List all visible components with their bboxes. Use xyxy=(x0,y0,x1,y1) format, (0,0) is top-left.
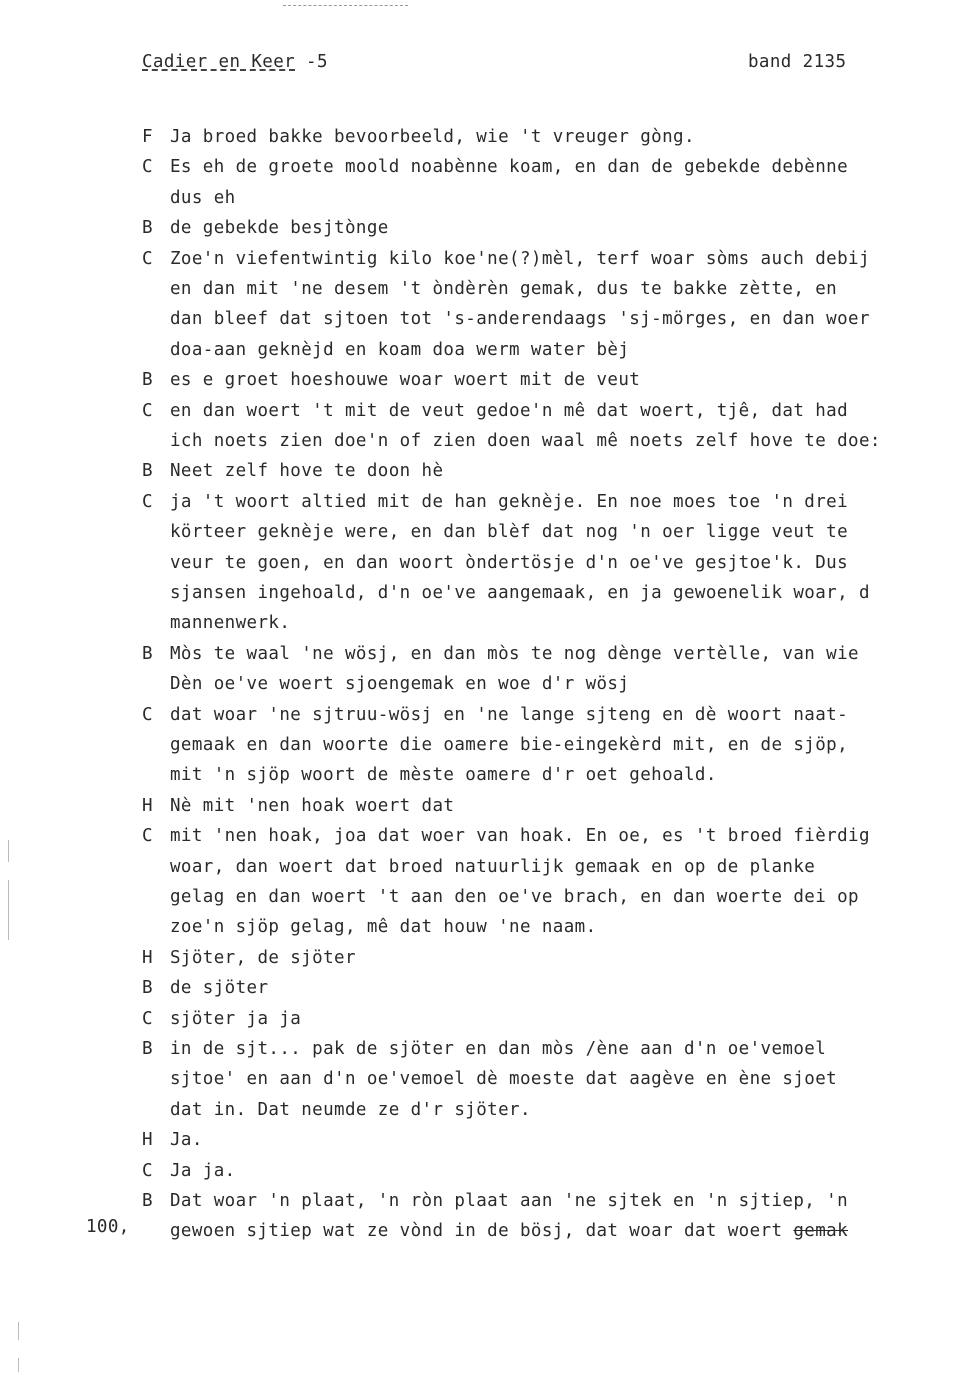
speaker-label: B xyxy=(142,978,153,999)
line-text: woar, dan woert dat broed natuurlijk gemaak en op de planke xyxy=(170,856,816,877)
line-text: Dat woar 'n plaat, 'n ròn plaat aan 'ne sjtek en 'n sjtiep, 'n xyxy=(170,1191,849,1211)
line-text: dus eh xyxy=(170,187,236,208)
line-text: dat in. Dat neumde ze d'r sjöter. xyxy=(170,1099,531,1120)
line-text: körteer geknèje were, en dan blèf dat nog 'n oer ligge veut te xyxy=(170,522,849,543)
line-text: en dan woert 't mit de veut gedoe'n mê dat woert, tjê, dat had xyxy=(170,400,849,421)
header-title: Cadier en Keer xyxy=(142,52,296,72)
line-text: veur te goen, en dan woort òndertösje d'n oe've gesjtoe'k. Dus xyxy=(170,552,849,573)
line-text: Ja broed bakke bevoorbeeld, wie 't vreuger gòng. xyxy=(170,127,695,147)
line-text: de sjöter xyxy=(170,978,269,999)
line-text: gelag en dan woert 't aan den oe've brach, en dan woerte dei op xyxy=(170,887,859,907)
line-number: 100, xyxy=(86,1217,130,1237)
speaker-label: B xyxy=(142,643,153,664)
line-text: gewoen sjtiep wat ze vònd in de bösj, dat woar dat woert gemak xyxy=(170,1221,849,1242)
line-text: ich noets zien doe'n of zien doen waal mê noets zelf hove te doe: xyxy=(170,431,881,451)
line-text: mit 'n sjöp woort de mèste oamere d'r oet gehoald. xyxy=(170,765,717,786)
margin-mark xyxy=(18,1358,19,1372)
line-text: Dèn oe've woert sjoengemak en woe d'r wösj xyxy=(170,674,630,695)
struck-word: gemak xyxy=(793,1221,849,1242)
line-text: en dan mit 'ne desem 't òndèrèn gemak, dus te bakke zètte, en xyxy=(170,279,838,299)
line-text: gemaak en dan woorte die oamere bie-eingekèrd mit, en de sjöp, xyxy=(170,735,849,755)
speaker-label: C xyxy=(142,248,153,269)
line-text: zoe'n sjöp gelag, mê dat houw 'ne naam. xyxy=(170,917,597,938)
line-text: doa-aan geknèjd en koam doa werm water bèj xyxy=(170,339,630,360)
speaker-label: B xyxy=(142,1039,153,1059)
line-text: Nè mit 'nen hoak woert dat xyxy=(170,795,455,816)
line-text: Neet zelf hove te doon hè xyxy=(170,461,444,482)
speaker-label: B xyxy=(142,1191,153,1211)
line-text: sjansen ingehoald, d'n oe've aangemaak, en ja gewoenelik woar, d xyxy=(170,583,870,603)
speaker-label: H xyxy=(142,947,153,968)
line-text: Zoe'n viefentwintig kilo koe'ne(?)mèl, terf woar sòms auch debij xyxy=(170,248,870,269)
speaker-label: C xyxy=(142,400,153,421)
line-text: dat woar 'ne sjtruu-wösj en 'ne lange sjteng en dè woort naat- xyxy=(170,704,849,725)
header-band: band 2135 xyxy=(748,52,847,72)
line-text: Mòs te waal 'ne wösj, en dan mòs te nog dènge vertèlle, van wie xyxy=(170,643,859,664)
line-text: mit 'nen hoak, joa dat woer van hoak. En oe, es 't broed fièrdig xyxy=(170,826,870,847)
line-text: sjtoe' en aan d'n oe'vemoel dè moeste dat aagève en ène sjoet xyxy=(170,1069,838,1090)
speaker-label: F xyxy=(142,127,153,147)
line-text: de gebekde besjtònge xyxy=(170,218,389,239)
margin-mark xyxy=(18,1322,19,1340)
speaker-label: C xyxy=(142,826,153,847)
speaker-label: C xyxy=(142,1160,153,1181)
margin-mark xyxy=(8,880,9,940)
speaker-label: B xyxy=(142,461,153,482)
line-text: Ja ja. xyxy=(170,1160,236,1181)
speaker-label: C xyxy=(142,1008,153,1029)
line-text: es e groet hoeshouwe woar woert mit de veut xyxy=(170,370,641,391)
speaker-label: C xyxy=(142,704,153,725)
top-scan-mark xyxy=(283,5,408,6)
header-page-number: -5 xyxy=(306,52,328,72)
speaker-label: B xyxy=(142,370,153,391)
line-text: in de sjt... pak de sjöter en dan mòs /ène aan d'n oe'vemoel xyxy=(170,1039,827,1059)
speaker-label: C xyxy=(142,157,153,178)
speaker-label: H xyxy=(142,1130,153,1151)
speaker-label: B xyxy=(142,218,153,239)
margin-mark xyxy=(8,840,9,862)
line-text: Ja. xyxy=(170,1130,203,1151)
line-text: sjöter ja ja xyxy=(170,1008,302,1029)
speaker-label: C xyxy=(142,491,153,512)
line-text: Sjöter, de sjöter xyxy=(170,947,356,968)
line-text: dan bleef dat sjtoen tot 's-anderendaags 'sj-mörges, en dan woer xyxy=(170,309,870,330)
speaker-label: H xyxy=(142,795,153,816)
line-text: Es eh de groete moold noabènne koam, en dan de gebekde debènne xyxy=(170,157,849,178)
header-left xyxy=(142,52,328,72)
line-text: ja 't woort altied mit de han geknèje. En noe moes toe 'n drei xyxy=(170,491,849,512)
line-text: mannenwerk. xyxy=(170,613,291,634)
